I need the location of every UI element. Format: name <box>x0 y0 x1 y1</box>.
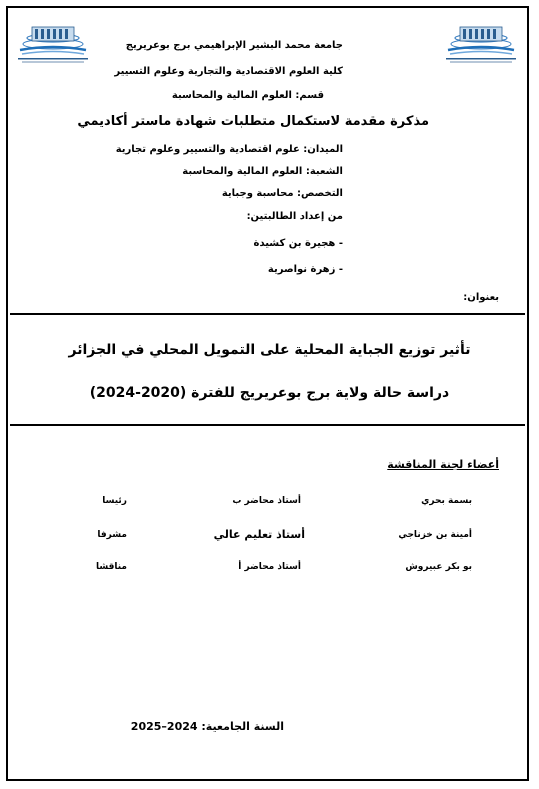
university-logo-right <box>440 18 522 66</box>
memo-type: مذكرة مقدمة لاستكمال متطلبات شهادة ماستر أكاديمي <box>77 114 429 129</box>
student-name: - زهرة نواصرية <box>267 264 343 275</box>
student-name: - هجيرة بن كشيدة <box>253 238 343 249</box>
member-rank: أستاذ تعليم عالي <box>213 528 305 541</box>
member-rank: أستاذ محاضر ب <box>232 496 301 506</box>
member-role: رئيسا <box>102 496 127 506</box>
university-logo-left <box>12 18 94 66</box>
prepared-by-line: من إعداد الطالبتين: <box>246 211 343 222</box>
title-label: بعنوان: <box>463 292 499 303</box>
department-name: قسم: العلوم المالية والمحاسبة <box>171 90 324 101</box>
committee-label: أعضاء لجنة المناقشة <box>387 458 499 471</box>
member-role: مشرفا <box>97 530 127 540</box>
branch-line: الشعبة: العلوم المالية والمحاسبة <box>182 166 343 177</box>
member-name: بسمة بحري <box>421 496 472 506</box>
title-bottom-rule <box>10 424 525 426</box>
thesis-title-line2: دراسة حالة ولاية برج بوعريريج للفترة (2020-2024) <box>89 385 450 401</box>
field-line: الميدان: علوم اقتصادية والتسيير وعلوم تجارية <box>115 144 343 155</box>
university-name: جامعة محمد البشير الإبراهيمي برج بوعريريج <box>125 40 343 51</box>
member-rank: أستاذ محاضر أ <box>238 562 301 572</box>
thesis-title-line1: تأثير توزيع الجباية المحلية على التمويل المحلي في الجزائر <box>68 342 471 358</box>
academic-year: السنة الجامعية: 2024–2025 <box>130 720 284 733</box>
member-name: أمينة بن خزناجي <box>398 530 472 540</box>
faculty-name: كلية العلوم الاقتصادية والتجارية وعلوم التسيير <box>114 66 343 77</box>
member-role: مناقشا <box>95 562 127 572</box>
title-top-rule <box>10 313 525 315</box>
specialty-line: التخصص: محاسبة وجباية <box>221 188 343 199</box>
member-name: بو بكر عبيروش <box>405 562 472 572</box>
